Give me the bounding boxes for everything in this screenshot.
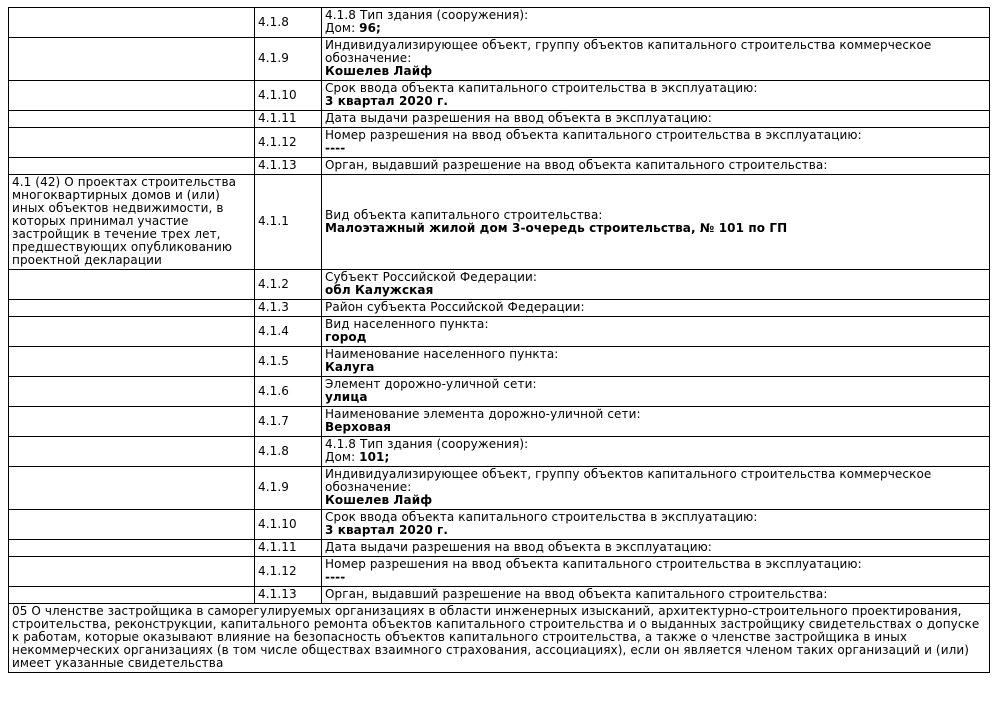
- section-description-cell: [9, 377, 255, 407]
- content-line: 3 квартал 2020 г.: [325, 94, 449, 108]
- row-number-cell: 4.1.11: [255, 540, 322, 557]
- row-number-cell: 4.1.10: [255, 510, 322, 540]
- row-content-cell: [322, 540, 990, 557]
- table-row: [9, 175, 990, 270]
- section-description-cell: [9, 270, 255, 300]
- content-line: Дом: 101;: [325, 450, 390, 464]
- section-description-cell: [9, 510, 255, 540]
- table-row: [9, 377, 990, 407]
- table-row: [9, 407, 990, 437]
- content-line: 3 квартал 2020 г.: [325, 523, 449, 537]
- table-row: [9, 8, 990, 38]
- section-description-cell: [9, 158, 255, 175]
- content-line: Дом: 96;: [325, 21, 381, 35]
- row-number-cell: 4.1.8: [255, 8, 322, 38]
- table-row: [9, 510, 990, 540]
- row-content-cell: [322, 300, 990, 317]
- content-line: 4.1.8 Тип здания (сооружения):: [325, 8, 529, 22]
- table-body: [9, 8, 990, 673]
- content-line: Индивидуализирующее объект, группу объектов капитального строительства коммерческое обозначение:: [325, 467, 932, 494]
- membership-section-row: [9, 604, 990, 673]
- content-line: Кошелев Лайф: [325, 493, 433, 507]
- row-number-cell: 4.1.2: [255, 270, 322, 300]
- section-description-cell: [9, 300, 255, 317]
- content-line: Наименование населенного пункта:: [325, 347, 559, 361]
- row-content-cell: [322, 407, 990, 437]
- content-line: Дата выдачи разрешения на ввод объекта в эксплуатацию:: [325, 111, 712, 125]
- section-description-cell: [9, 540, 255, 557]
- row-content-cell: [322, 175, 990, 270]
- section-description-cell: [9, 8, 255, 38]
- section-description-cell: 4.1 (42) О проектах строительства многоквартирных домов и (или) иных объектов недвижимости, в которых принимал участие застройщик в течение трех лет, предшествующих опубликованию проектной декларации: [9, 175, 255, 270]
- content-line: Кошелев Лайф: [325, 64, 433, 78]
- section-description-cell: [9, 467, 255, 510]
- content-line: Верховая: [325, 420, 392, 434]
- row-number-cell: 4.1.10: [255, 81, 322, 111]
- row-content-cell: [322, 587, 990, 604]
- table-row: [9, 467, 990, 510]
- content-line: Наименование элемента дорожно-уличной сети:: [325, 407, 641, 421]
- section-description-cell: [9, 437, 255, 467]
- row-content-cell: [322, 38, 990, 81]
- row-number-cell: 4.1.3: [255, 300, 322, 317]
- content-line: Дата выдачи разрешения на ввод объекта в эксплуатацию:: [325, 540, 712, 554]
- table-row: [9, 540, 990, 557]
- row-content-cell: [322, 81, 990, 111]
- row-number-cell: 4.1.9: [255, 467, 322, 510]
- row-content-cell: [322, 510, 990, 540]
- content-line: Район субъекта Российской Федерации:: [325, 300, 585, 314]
- row-number-cell: 4.1.12: [255, 557, 322, 587]
- content-line: ----: [325, 570, 346, 584]
- row-number-cell: 4.1.1: [255, 175, 322, 270]
- declaration-table: [8, 7, 990, 673]
- content-line: Номер разрешения на ввод объекта капитального строительства в эксплуатацию:: [325, 128, 862, 142]
- table-row: [9, 347, 990, 377]
- row-content-cell: [322, 128, 990, 158]
- section-description-cell: [9, 317, 255, 347]
- row-number-cell: 4.1.11: [255, 111, 322, 128]
- row-content-cell: [322, 557, 990, 587]
- content-line: ----: [325, 141, 346, 155]
- membership-section-text: 05 О членстве застройщика в саморегулируемых организациях в области инженерных изысканий, архитектурно-строительного проектирования, строительства, реконструкции, капитального ремонта объектов капитального строительства и о выданных застройщику свидетельствах о допуске к работам, которые оказывают влияние на безопасность объектов капитального строительства, а также о членстве застройщика в иных некоммерческих организациях (в том числе обществах взаимного страхования, ассоциациях), если он является членом таких организаций и (или) имеет указанные свидетельства: [9, 604, 990, 673]
- section-description-cell: [9, 407, 255, 437]
- row-content-cell: [322, 158, 990, 175]
- table-row: [9, 317, 990, 347]
- row-content-cell: [322, 347, 990, 377]
- row-number-cell: 4.1.13: [255, 587, 322, 604]
- content-line: Номер разрешения на ввод объекта капитального строительства в эксплуатацию:: [325, 557, 862, 571]
- section-description-cell: [9, 128, 255, 158]
- table-row: [9, 38, 990, 81]
- content-line: Элемент дорожно-уличной сети:: [325, 377, 537, 391]
- row-content-cell: [322, 467, 990, 510]
- content-line: Вид населенного пункта:: [325, 317, 489, 331]
- content-line: Малоэтажный жилой дом 3-очередь строительства, № 101 по ГП: [325, 220, 788, 235]
- table-row: [9, 158, 990, 175]
- content-line: Срок ввода объекта капитального строительства в эксплуатацию:: [325, 510, 758, 524]
- section-description-cell: [9, 587, 255, 604]
- row-number-cell: 4.1.9: [255, 38, 322, 81]
- section-description-cell: [9, 81, 255, 111]
- row-number-cell: 4.1.7: [255, 407, 322, 437]
- row-content-cell: [322, 111, 990, 128]
- table-row: [9, 300, 990, 317]
- content-line: обл Калужская: [325, 283, 434, 297]
- row-content-cell: [322, 8, 990, 38]
- row-content-cell: [322, 377, 990, 407]
- row-content-cell: [322, 270, 990, 300]
- table-row: [9, 270, 990, 300]
- section-description-cell: [9, 557, 255, 587]
- table-row: [9, 557, 990, 587]
- section-description-cell: [9, 38, 255, 81]
- table-row: [9, 437, 990, 467]
- row-number-cell: 4.1.13: [255, 158, 322, 175]
- content-line: 4.1.8 Тип здания (сооружения):: [325, 437, 529, 451]
- table-row: [9, 128, 990, 158]
- content-line: город: [325, 330, 367, 344]
- section-description-cell: [9, 111, 255, 128]
- content-line: Калуга: [325, 360, 375, 374]
- content-line: улица: [325, 390, 368, 404]
- row-number-cell: 4.1.12: [255, 128, 322, 158]
- row-number-cell: 4.1.8: [255, 437, 322, 467]
- content-line: Вид объекта капитального строительства:: [325, 207, 603, 222]
- table-row: [9, 81, 990, 111]
- content-line: Субъект Российской Федерации:: [325, 270, 538, 284]
- content-line: Орган, выдавший разрешение на ввод объекта капитального строительства:: [325, 587, 828, 601]
- table-row: [9, 111, 990, 128]
- table-row: [9, 587, 990, 604]
- row-number-cell: 4.1.5: [255, 347, 322, 377]
- row-number-cell: 4.1.6: [255, 377, 322, 407]
- section-description-cell: [9, 347, 255, 377]
- content-line: Индивидуализирующее объект, группу объектов капитального строительства коммерческое обозначение:: [325, 38, 932, 65]
- content-line: Срок ввода объекта капитального строительства в эксплуатацию:: [325, 81, 758, 95]
- row-content-cell: [322, 317, 990, 347]
- row-content-cell: [322, 437, 990, 467]
- content-line: Орган, выдавший разрешение на ввод объекта капитального строительства:: [325, 158, 828, 172]
- row-number-cell: 4.1.4: [255, 317, 322, 347]
